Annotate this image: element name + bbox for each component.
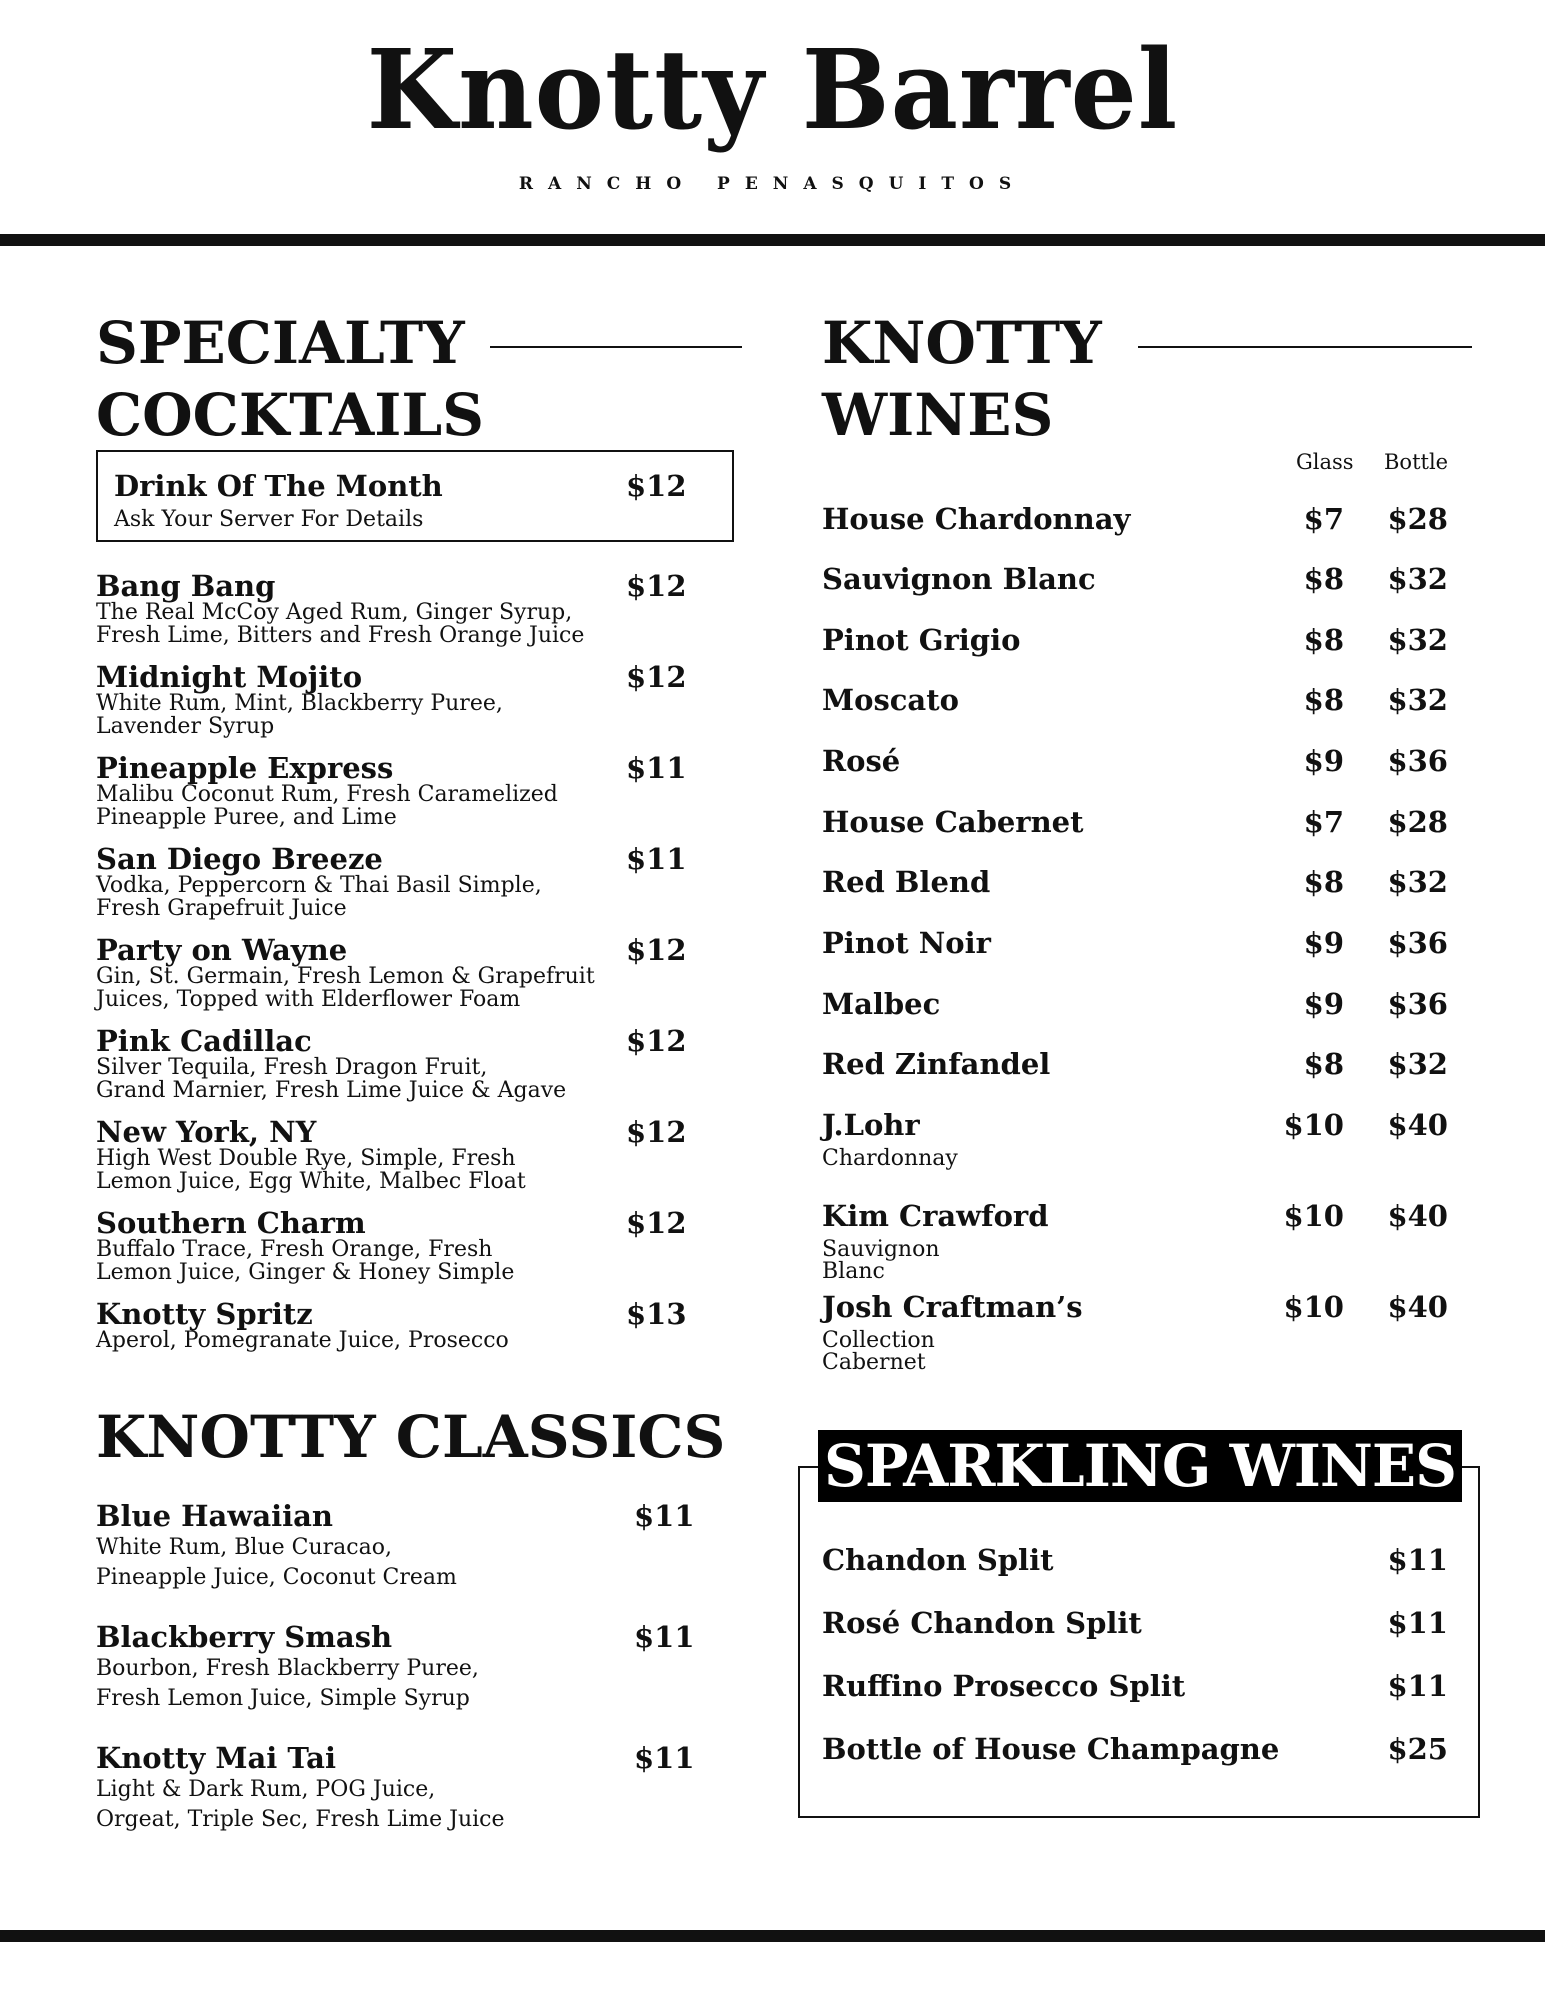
list-item	[96, 1115, 696, 1194]
wine-glass-price: $8	[1303, 623, 1344, 657]
sparkling-name: Bottle of House Champagne	[822, 1732, 1280, 1766]
wine-name: J.Lohr	[822, 1108, 920, 1142]
cocktail-name: New York, NY	[96, 1115, 317, 1149]
wine-glass-price: $9	[1303, 987, 1344, 1021]
sparkling-price: $11	[1387, 1543, 1448, 1577]
classic-price: $11	[634, 1499, 695, 1533]
sparkling-name: Ruffino Prosecco Split	[822, 1669, 1186, 1703]
wine-bottle-price: $32	[1387, 865, 1448, 899]
cocktail-name: Pineapple Express	[96, 751, 394, 785]
wine-sub: Collection Cabernet	[822, 1328, 935, 1375]
wine-name: Pinot Grigio	[822, 623, 1021, 657]
cocktail-name: Pink Cadillac	[96, 1024, 312, 1058]
list-item	[96, 1206, 696, 1285]
cocktail-desc-line2: Lemon Juice, Ginger & Honey Simple	[96, 1260, 515, 1285]
wine-glass-header: Glass	[1296, 450, 1354, 474]
classic-desc-line2: Pineapple Juice, Coconut Cream	[96, 1565, 457, 1590]
wine-glass-price: $8	[1303, 562, 1344, 596]
classic-desc-line2: Fresh Lemon Juice, Simple Syrup	[96, 1686, 470, 1711]
wine-glass-price: $9	[1303, 744, 1344, 778]
classic-desc-line2: Orgeat, Triple Sec, Fresh Lime Juice	[96, 1807, 505, 1832]
cocktail-name: Midnight Mojito	[96, 660, 363, 694]
cocktail-price: $12	[626, 569, 687, 603]
cocktail-desc-line2: Fresh Grapefruit Juice	[96, 896, 347, 921]
wines-title-rule	[1138, 346, 1472, 348]
sparkling-name: Rosé Chandon Split	[822, 1606, 1142, 1640]
wine-name: House Cabernet	[822, 805, 1084, 839]
wine-bottle-price: $40	[1387, 1290, 1448, 1324]
list-item	[96, 660, 696, 739]
bottom-divider	[0, 1930, 1545, 1942]
list-item	[96, 1024, 696, 1103]
cocktail-desc-line2: Pineapple Puree, and Lime	[96, 805, 397, 830]
wine-glass-price: $8	[1303, 683, 1344, 717]
logo-title: Knotty Barrel	[366, 24, 1179, 155]
wine-glass-price: $8	[1303, 1047, 1344, 1081]
logo-subtitle: RANCHO PENASQUITOS	[518, 174, 1027, 194]
cocktail-price: $12	[626, 1115, 687, 1149]
cocktail-desc-line2: Juices, Topped with Elderflower Foam	[96, 987, 521, 1012]
cocktail-desc-line1: Vodka, Peppercorn & Thai Basil Simple,	[96, 873, 542, 898]
cocktail-desc-line2: Grand Marnier, Fresh Lime Juice & Agave	[96, 1078, 567, 1103]
wine-name: Moscato	[822, 683, 959, 717]
classic-name: Knotty Mai Tai	[96, 1741, 336, 1775]
classic-price: $11	[634, 1741, 695, 1775]
wine-bottle-price: $32	[1387, 683, 1448, 717]
classic-name: Blue Hawaiian	[96, 1499, 334, 1533]
wine-sub: Chardonnay	[822, 1146, 958, 1171]
cocktail-price: $11	[626, 751, 687, 785]
cocktail-desc-line1: Gin, St. Germain, Fresh Lemon & Grapefruit	[96, 964, 595, 989]
featured-drink-desc: Ask Your Server For Details	[114, 507, 424, 532]
cocktails-title-line1: SPECIALTY	[96, 309, 465, 377]
wine-name: Josh Craftman’s	[822, 1290, 1083, 1324]
list-item	[96, 569, 696, 648]
cocktail-name: Knotty Spritz	[96, 1297, 313, 1331]
wine-glass-price: $10	[1283, 1290, 1344, 1324]
cocktail-desc-line2: Lavender Syrup	[96, 714, 275, 739]
list-item	[96, 1620, 696, 1714]
wine-glass-price: $7	[1303, 502, 1344, 536]
cocktail-price: $12	[626, 933, 687, 967]
wine-bottle-header: Bottle	[1384, 450, 1449, 474]
cocktail-name: Party on Wayne	[96, 933, 348, 967]
wine-name: Malbec	[822, 987, 941, 1021]
list-item	[96, 751, 696, 830]
cocktail-price: $13	[626, 1297, 687, 1331]
cocktails-title-line2: COCKTAILS	[96, 381, 485, 449]
wine-bottle-price: $36	[1387, 987, 1448, 1021]
classic-desc-line1: White Rum, Blue Curacao,	[96, 1535, 392, 1560]
featured-drink-name: Drink Of The Month	[114, 469, 443, 503]
cocktail-desc-line1: White Rum, Mint, Blackberry Puree,	[96, 691, 503, 716]
wine-name: Pinot Noir	[822, 926, 991, 960]
cocktail-price: $12	[626, 1206, 687, 1240]
wine-glass-price: $10	[1283, 1199, 1344, 1233]
list-item	[96, 1741, 696, 1835]
wines-title-line2: WINES	[822, 381, 1054, 449]
featured-drink-price: $12	[626, 469, 687, 503]
wine-sub: Sauvignon Blanc	[822, 1237, 940, 1284]
wine-name: Kim Crawford	[822, 1199, 1049, 1233]
cocktail-desc-line1: Aperol, Pomegranate Juice, Prosecco	[96, 1328, 509, 1353]
cocktail-price: $12	[626, 1024, 687, 1058]
wine-bottle-price: $40	[1387, 1199, 1448, 1233]
cocktails-title-rule	[490, 346, 742, 348]
classic-desc-line1: Bourbon, Fresh Blackberry Puree,	[96, 1656, 479, 1681]
cocktail-desc-line1: Silver Tequila, Fresh Dragon Fruit,	[96, 1055, 488, 1080]
cocktail-name: San Diego Breeze	[96, 842, 383, 876]
cocktail-price: $12	[626, 660, 687, 694]
cocktail-name: Southern Charm	[96, 1206, 366, 1240]
cocktail-desc-line1: Buffalo Trace, Fresh Orange, Fresh	[96, 1237, 493, 1262]
list-item	[96, 933, 696, 1012]
list-item	[96, 1297, 696, 1353]
classic-price: $11	[634, 1620, 695, 1654]
wine-glass-price: $9	[1303, 926, 1344, 960]
wine-glass-price: $8	[1303, 865, 1344, 899]
list-item	[96, 842, 696, 921]
wine-name: Sauvignon Blanc	[822, 562, 1096, 596]
wine-name: Rosé	[822, 744, 901, 778]
wine-bottle-price: $28	[1387, 502, 1448, 536]
sparkling-price: $11	[1387, 1606, 1448, 1640]
wine-glass-price: $10	[1283, 1108, 1344, 1142]
wine-bottle-price: $28	[1387, 805, 1448, 839]
cocktail-price: $11	[626, 842, 687, 876]
sparkling-title: SPARKLING WINES	[818, 1430, 1462, 1502]
wine-name: Red Zinfandel	[822, 1047, 1051, 1081]
cocktail-desc-line1: Malibu Coconut Rum, Fresh Caramelized	[96, 782, 558, 807]
classics-title: KNOTTY CLASSICS	[96, 1403, 726, 1471]
list-item	[96, 1499, 696, 1593]
wine-bottle-price: $36	[1387, 744, 1448, 778]
wine-name: Red Blend	[822, 865, 991, 899]
sparkling-price: $25	[1387, 1732, 1448, 1766]
classic-name: Blackberry Smash	[96, 1620, 393, 1654]
wine-name: House Chardonnay	[822, 502, 1131, 536]
cocktail-desc-line1: High West Double Rye, Simple, Fresh	[96, 1146, 516, 1171]
wine-bottle-price: $32	[1387, 562, 1448, 596]
wine-bottle-price: $32	[1387, 1047, 1448, 1081]
top-divider	[0, 234, 1545, 246]
cocktail-desc-line2: Fresh Lime, Bitters and Fresh Orange Juice	[96, 623, 585, 648]
sparkling-name: Chandon Split	[822, 1543, 1054, 1577]
classic-desc-line1: Light & Dark Rum, POG Juice,	[96, 1777, 436, 1802]
cocktail-desc-line2: Lemon Juice, Egg White, Malbec Float	[96, 1169, 526, 1194]
cocktail-name: Bang Bang	[96, 569, 276, 603]
cocktail-desc-line1: The Real McCoy Aged Rum, Ginger Syrup,	[96, 600, 573, 625]
wine-bottle-price: $36	[1387, 926, 1448, 960]
wine-glass-price: $7	[1303, 805, 1344, 839]
wine-bottle-price: $32	[1387, 623, 1448, 657]
wines-title-line1: KNOTTY	[822, 309, 1102, 377]
sparkling-price: $11	[1387, 1669, 1448, 1703]
wine-bottle-price: $40	[1387, 1108, 1448, 1142]
